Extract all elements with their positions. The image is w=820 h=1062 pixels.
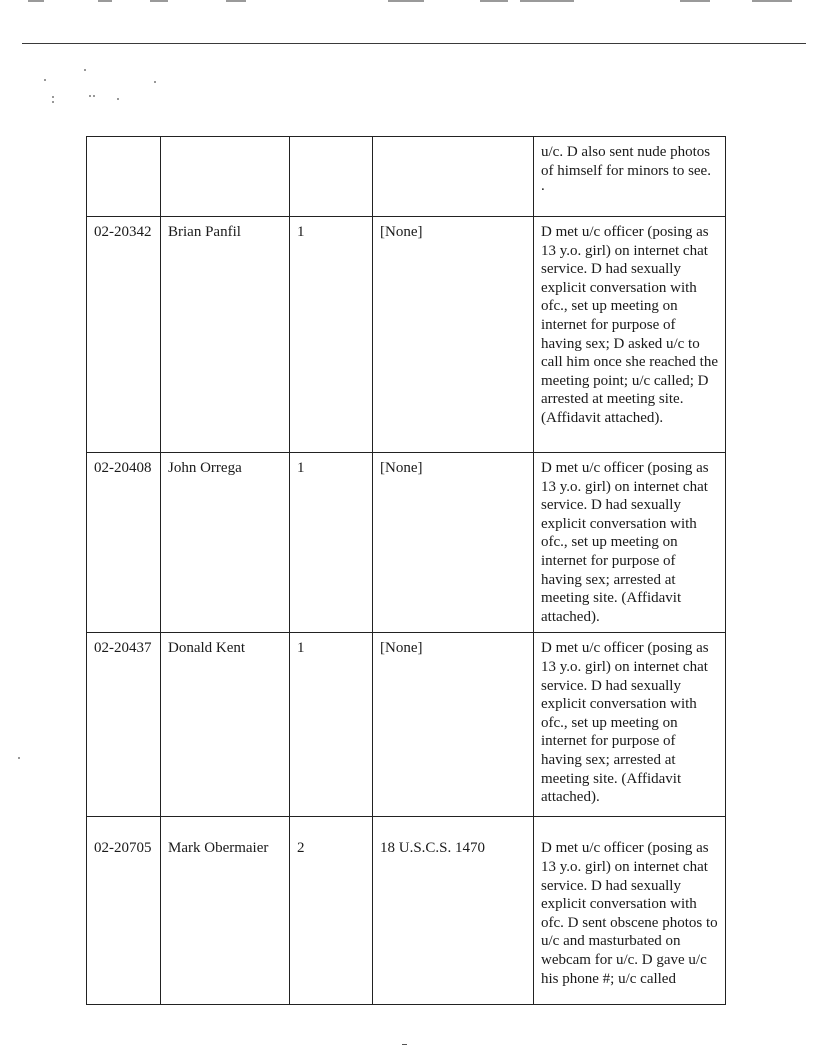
case-number-cell: 02-20437 — [87, 633, 161, 817]
table-row — [87, 217, 726, 453]
header-rule — [22, 43, 806, 44]
description-cell: D met u/c officer (posing as 13 y.o. girl) on internet chat service. D had sexually explicit conversation with ofc., set up meeting on internet for purpose of having sex; arrested at meeting site. (Affidavit attached). — [534, 453, 726, 633]
defendant-cell: Brian Panfil — [161, 217, 290, 453]
counts-cell: 1 — [290, 453, 373, 633]
defendant-cell: Donald Kent — [161, 633, 290, 817]
statute-cell: [None] — [373, 633, 534, 817]
scan-edge-artifacts — [0, 0, 820, 6]
defendant-cell: John Orrega — [161, 453, 290, 633]
statute-cell: [None] — [373, 453, 534, 633]
description-cell: D met u/c officer (posing as 13 y.o. girl) on internet chat service. D had sexually explicit conversation with ofc., set up meeting on internet for purpose of having sex; D asked u/c to call him once she reached the meeting point; u/c called; D arrested at meeting site. (Affidavit attached). — [534, 217, 726, 453]
counts-cell: 1 — [290, 217, 373, 453]
case-number-cell — [87, 137, 161, 217]
case-number-cell: 02-20705 — [87, 817, 161, 1005]
case-number-cell: 02-20342 — [87, 217, 161, 453]
description-cell — [534, 137, 726, 217]
table-row — [87, 137, 726, 217]
statute-cell — [373, 137, 534, 217]
page-footer-mark — [402, 1044, 407, 1046]
counts-cell: 2 — [290, 817, 373, 1005]
defendant-cell: Mark Obermaier — [161, 817, 290, 1005]
case-number-cell: 02-20408 — [87, 453, 161, 633]
statute-cell: 18 U.S.C.S. 1470 — [373, 817, 534, 1005]
description-text: u/c. D also sent nude photos of himself for minors to see. — [541, 144, 711, 179]
defendant-cell — [161, 137, 290, 217]
case-table — [86, 136, 726, 1005]
description-cell: D met u/c officer (posing as 13 y.o. girl) on internet chat service. D had sexually explicit conversation with ofc. D sent obscene photos to u/c and masturbated on webcam for u/c. D gave u/c his phone #; u/c called — [534, 817, 726, 1005]
table-row — [87, 453, 726, 633]
description-cell: D met u/c officer (posing as 13 y.o. girl) on internet chat service. D had sexually explicit conversation with ofc., set up meeting on internet for purpose of having sex; arrested at meeting site. (Affidavit attached). — [534, 633, 726, 817]
counts-cell: 1 — [290, 633, 373, 817]
table-row — [87, 633, 726, 817]
statute-cell: [None] — [373, 217, 534, 453]
trailing-mark: . — [541, 178, 545, 195]
table-row — [87, 817, 726, 1005]
counts-cell — [290, 137, 373, 217]
